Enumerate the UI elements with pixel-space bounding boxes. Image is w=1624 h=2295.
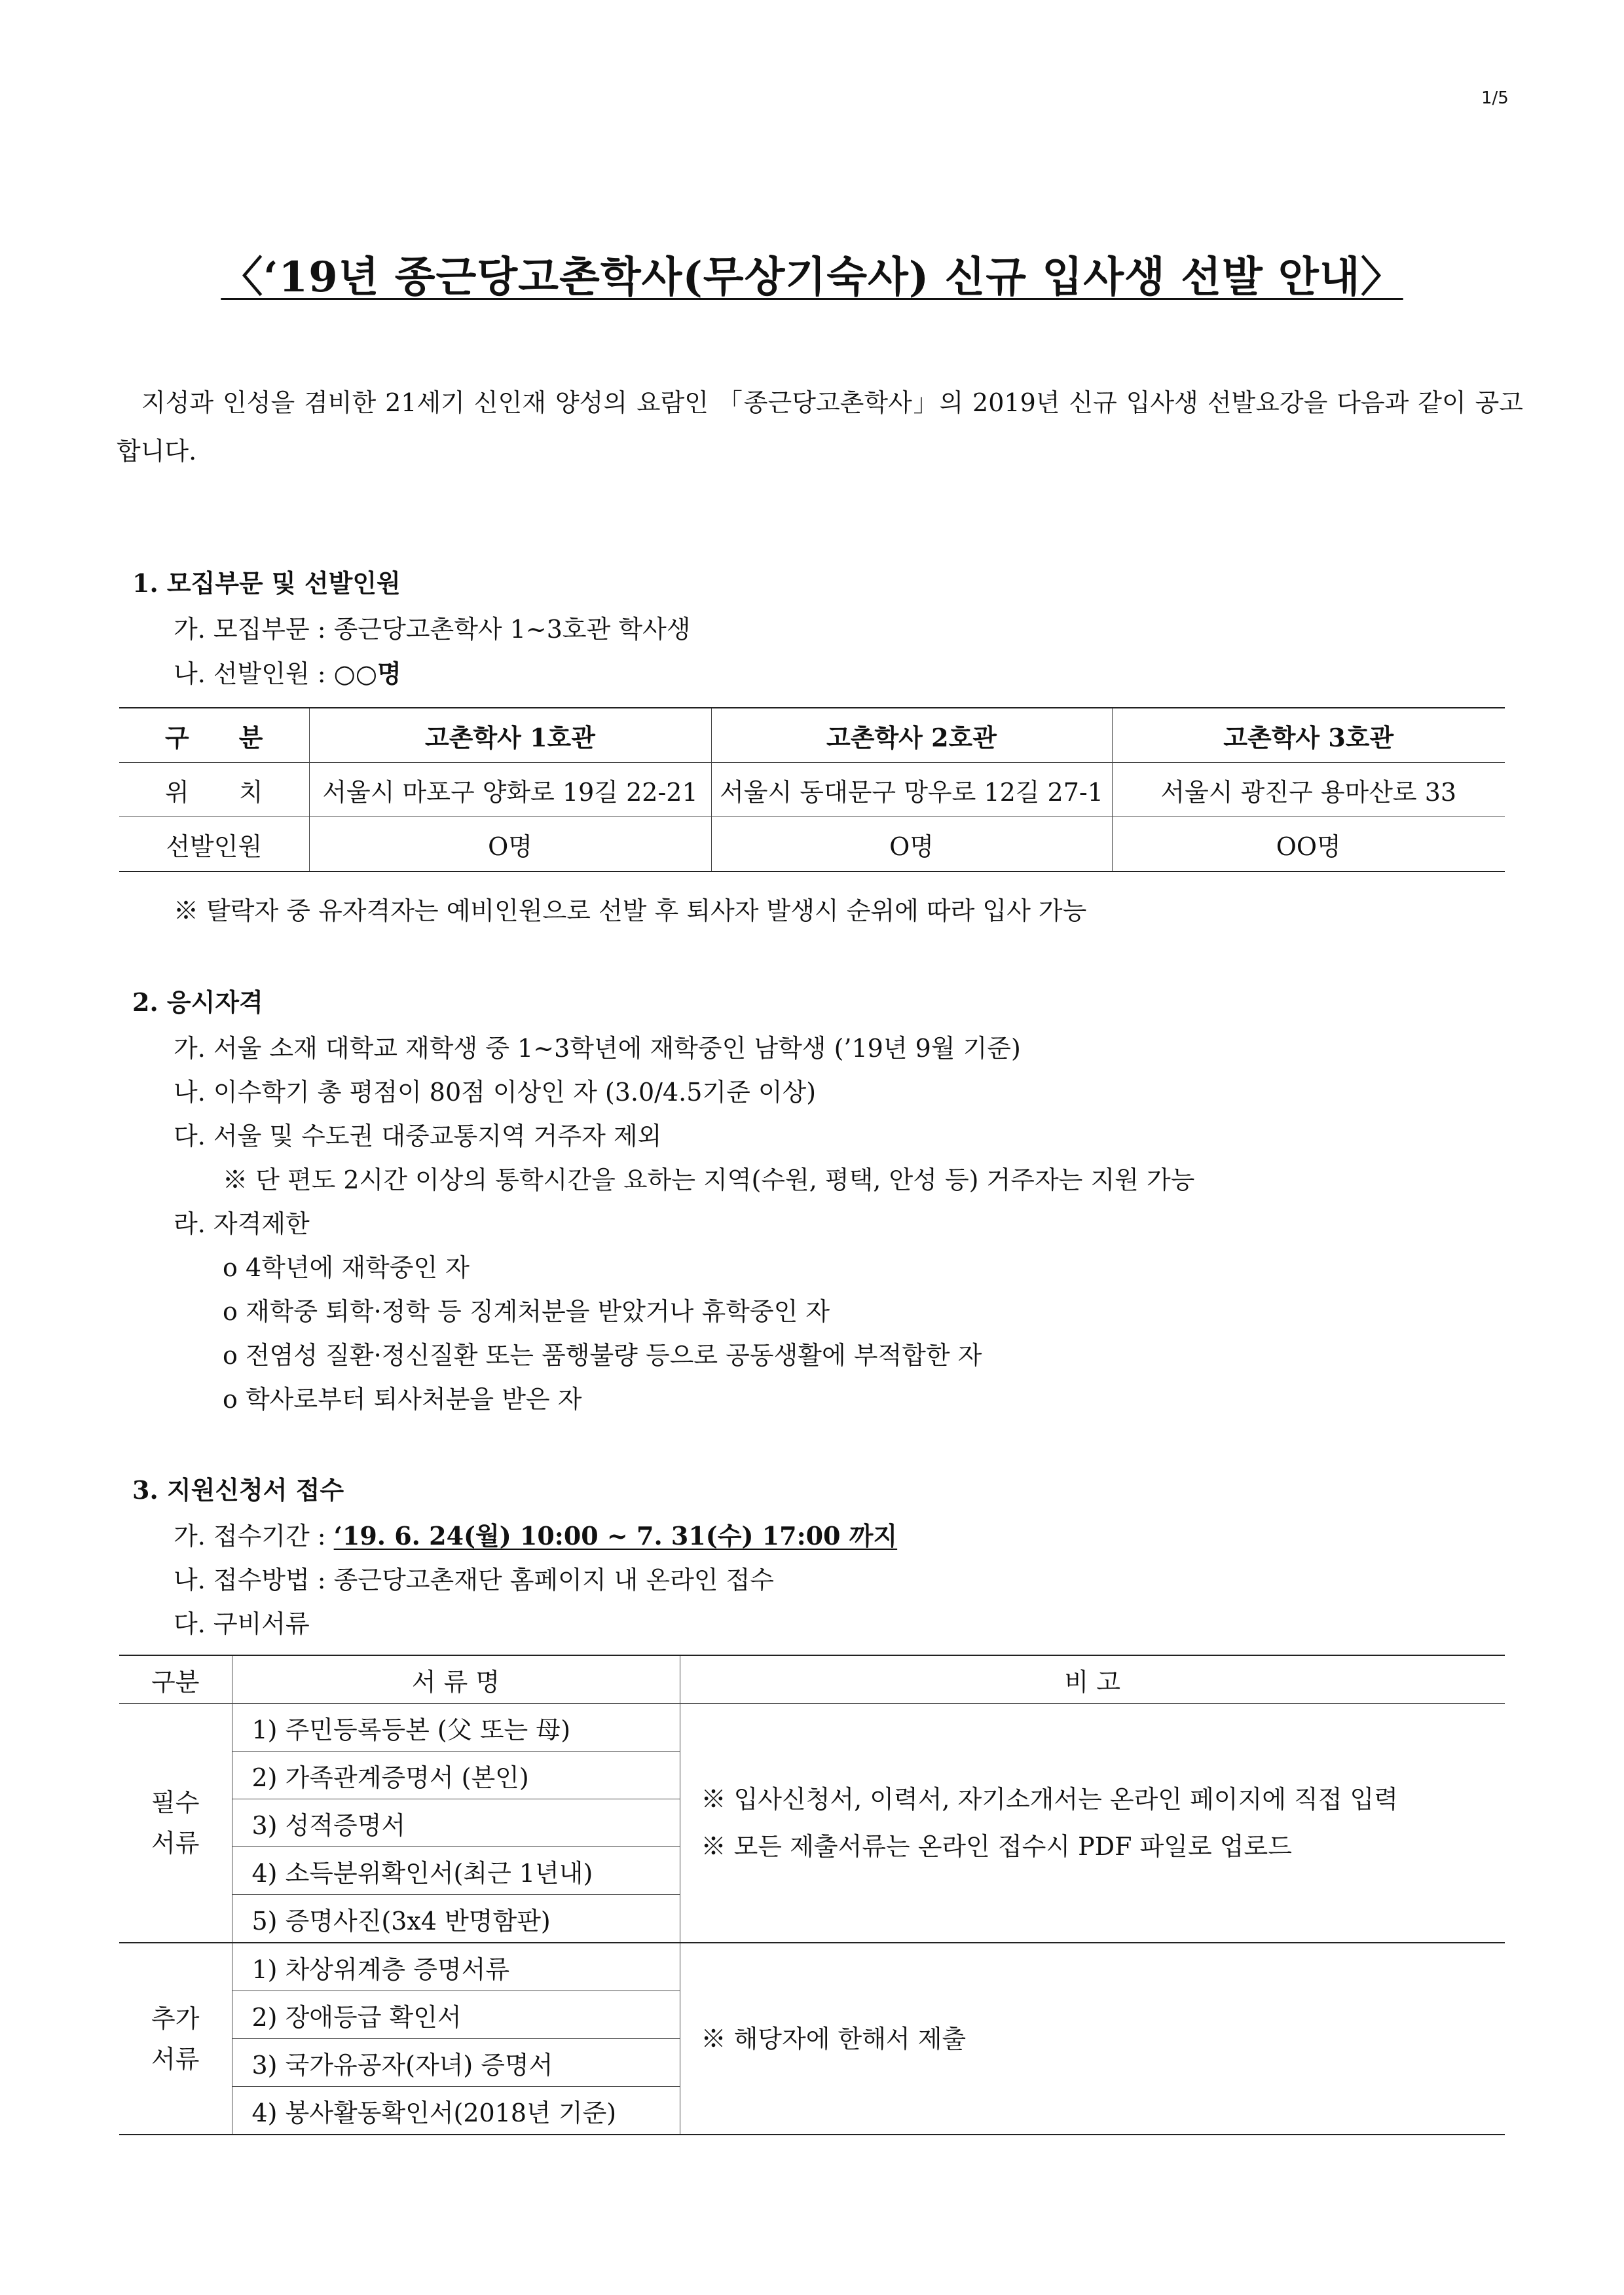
- additional-remark: ※ 해당자에 한해서 제출: [680, 1943, 1505, 2135]
- required-document: 1) 주민등록등본 (父 또는 母): [232, 1704, 680, 1752]
- page-number: 1/5: [1481, 88, 1509, 108]
- intro-paragraph: 지성과 인성을 겸비한 21세기 신인재 양성의 요람인 「종근당고촌학사」의 2019년 신규 입사생 선발요강을 다음과 같이 공고합니다.: [117, 388, 1523, 466]
- section-2-item-a: 가. 서울 소재 대학교 재학생 중 1~3학년에 재학중인 남학생 (’19년 9월 기준): [174, 1034, 1021, 1063]
- count-cell: OO명: [1112, 817, 1505, 872]
- section-2-item-b: 나. 이수학기 총 평점이 80점 이상인 자 (3.0/4.5기준 이상): [174, 1078, 817, 1107]
- additional-document: 2) 장애등급 확인서: [232, 1991, 680, 2039]
- restriction-item: o 전염성 질환·정신질환 또는 품행불량 등으로 공동생활에 부적합한 자: [223, 1341, 982, 1370]
- section-2-item-c-note: ※ 단 편도 2시간 이상의 통학시간을 요하는 지역(수원, 평택, 안성 등) 거주자는 지원 가능: [223, 1166, 1195, 1194]
- dormitory-table-header: 고촌학사 3호관: [1112, 708, 1505, 763]
- required-document: 4) 소득분위확인서(최근 1년내): [232, 1847, 680, 1895]
- section-2-item-d: 라. 자격제한: [174, 1209, 310, 1238]
- required-remark-line: ※ 모든 제출서류는 온라인 접수시 PDF 파일로 업로드: [701, 1832, 1292, 1861]
- section-1-note: ※ 탈락자 중 유자격자는 예비인원으로 선발 후 퇴사자 발생시 순위에 따라 입사 가능: [174, 896, 1087, 925]
- section-3-item-a: [174, 1516, 897, 1552]
- table-row: [119, 1704, 1505, 1752]
- additional-document: 3) 국가유공자(자녀) 증명서: [232, 2039, 680, 2087]
- dormitory-count-row: [119, 817, 1505, 872]
- required-remarks: [680, 1704, 1505, 1943]
- application-period-label: 가. 접수기간 :: [174, 1522, 334, 1551]
- location-cell: 서울시 마포구 양화로 19길 22-21: [309, 763, 711, 817]
- count-label: 선발인원: [119, 817, 309, 872]
- required-document: 5) 증명사진(3x4 반명함판): [232, 1895, 680, 1943]
- required-document: 3) 성적증명서: [232, 1799, 680, 1847]
- required-group-label-line: 서류: [151, 1829, 200, 1858]
- dormitory-table-header: 고촌학사 2호관: [711, 708, 1112, 763]
- location-cell: 서울시 광진구 용마산로 33: [1112, 763, 1505, 817]
- documents-table-header: 비 고: [680, 1655, 1505, 1704]
- documents-table-header-row: [119, 1655, 1505, 1704]
- additional-document: 1) 차상위계층 증명서류: [232, 1943, 680, 1991]
- required-documents-table: [119, 1655, 1505, 2135]
- additional-document: 4) 봉사활동확인서(2018년 기준): [232, 2087, 680, 2135]
- document-title: [0, 244, 1624, 304]
- application-period-value: ‘19. 6. 24(월) 10:00 ~ 7. 31(수) 17:00 까지: [333, 1521, 898, 1551]
- additional-group-label-line: 추가: [151, 2004, 200, 2033]
- dormitory-table-header-row: [119, 708, 1505, 763]
- dormitory-table-header: 구 분: [119, 708, 309, 763]
- required-group-label-line: 필수: [151, 1788, 200, 1817]
- dormitory-table-header: 고촌학사 1호관: [309, 708, 711, 763]
- section-1-item-a: 가. 모집부문 : 종근당고촌학사 1~3호관 학사생: [174, 615, 691, 644]
- count-cell: O명: [711, 817, 1112, 872]
- required-remark-line: ※ 입사신청서, 이력서, 자기소개서는 온라인 페이지에 직접 입력: [701, 1785, 1398, 1814]
- section-3-heading: 3. 지원신청서 접수: [132, 1475, 344, 1505]
- section-3-item-c: 다. 구비서류: [174, 1609, 310, 1638]
- additional-group-label: [119, 1943, 232, 2135]
- section-1-item-b: [174, 653, 401, 689]
- section-2-item-c: 다. 서울 및 수도권 대중교통지역 거주자 제외: [174, 1122, 662, 1150]
- additional-group-label-line: 서류: [151, 2044, 200, 2074]
- restriction-item: o 4학년에 재학중인 자: [223, 1253, 470, 1282]
- required-document: 2) 가족관계증명서 (본인): [232, 1752, 680, 1799]
- document-title-text: 〈‘19년 종근당고촌학사(무상기숙사) 신규 입사생 선발 안내〉: [221, 253, 1403, 302]
- section-3-item-b: 나. 접수방법 : 종근당고촌재단 홈페이지 내 온라인 접수: [174, 1566, 775, 1594]
- section-2-heading: 2. 응시자격: [132, 987, 263, 1017]
- dormitory-location-row: [119, 763, 1505, 817]
- restriction-item: o 학사로부터 퇴사처분을 받은 자: [223, 1385, 582, 1414]
- required-group-label: [119, 1704, 232, 1943]
- documents-table-header: 구분: [119, 1655, 232, 1704]
- table-row: [119, 1943, 1505, 1991]
- location-label: 위 치: [119, 763, 309, 817]
- dormitory-table: [119, 707, 1505, 872]
- documents-table-header: 서 류 명: [232, 1655, 680, 1704]
- selection-count-value: ○○명: [333, 659, 401, 688]
- restriction-item: o 재학중 퇴학·정학 등 징계처분을 받았거나 휴학중인 자: [223, 1297, 830, 1326]
- section-1-heading: 1. 모집부문 및 선발인원: [132, 568, 401, 598]
- count-cell: O명: [309, 817, 711, 872]
- location-cell: 서울시 동대문구 망우로 12길 27-1: [711, 763, 1112, 817]
- section-1-item-b-label: 나. 선발인원 :: [174, 659, 334, 688]
